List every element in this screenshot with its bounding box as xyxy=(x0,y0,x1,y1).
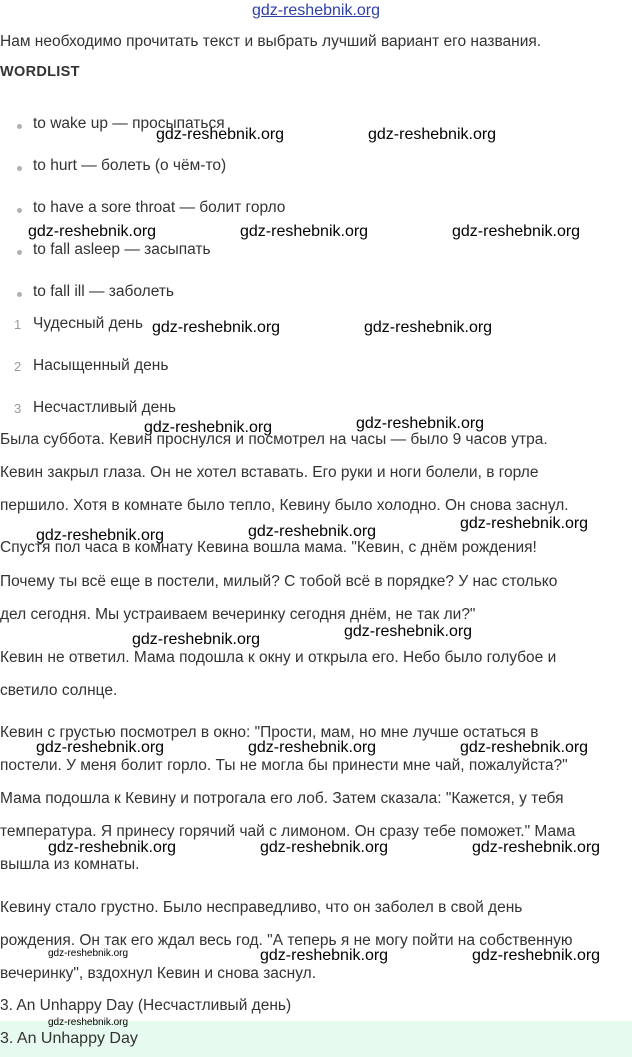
story-line: Кевин с грустью посмотрел в окно: "Прости, мам, но мне лучше остаться в xyxy=(0,724,539,741)
option-number: 1 xyxy=(14,317,22,332)
watermark: gdz-reshebnik.org xyxy=(356,415,485,432)
wordlist-item: to hurt — болеть (о чём-то) xyxy=(33,157,227,174)
site-header-link[interactable]: gdz-reshebnik.org xyxy=(251,2,381,19)
watermark: gdz-reshebnik.org xyxy=(260,947,389,964)
watermark: gdz-reshebnik.org xyxy=(48,948,129,959)
watermark: gdz-reshebnik.org xyxy=(36,739,165,756)
watermark: gdz-reshebnik.org xyxy=(36,527,165,544)
watermark: gdz-reshebnik.org xyxy=(240,223,369,240)
watermark: gdz-reshebnik.org xyxy=(48,839,177,856)
story-line: постели. У меня болит горло. Ты не могла бы принести мне чай, пожалуйста?" xyxy=(0,757,568,774)
story-line: Кевину стало грустно. Было несправедливо, что он заболел в свой день xyxy=(0,899,523,916)
watermark: gdz-reshebnik.org xyxy=(28,223,157,240)
bullet-icon xyxy=(17,250,22,255)
story-line: Кевин закрыл глаза. Он не хотел вставать. Его руки и ноги болели, в горле xyxy=(0,464,539,481)
answer-box-text: 3. An Unhappy Day xyxy=(0,1030,138,1047)
story-line: Мама подошла к Кевину и потрогала его лоб. Затем сказала: "Кажется, у тебя xyxy=(0,790,564,807)
watermark: gdz-reshebnik.org xyxy=(132,631,261,648)
story-line: Почему ты всё еще в постели, милый? С тобой всё в порядке? У нас столько xyxy=(0,573,558,590)
watermark: gdz-reshebnik.org xyxy=(248,523,377,540)
wordlist-title: WORDLIST xyxy=(0,64,80,80)
bullet-icon xyxy=(17,292,22,297)
wordlist-item: to have a sore throat — болит горло xyxy=(33,199,286,216)
wordlist-item: to fall ill — заболеть xyxy=(33,283,175,300)
watermark: gdz-reshebnik.org xyxy=(472,947,601,964)
wordlist-item: to wake up — просыпаться xyxy=(33,115,225,132)
option-text: Насыщенный день xyxy=(33,357,169,374)
watermark: gdz-reshebnik.org xyxy=(368,126,497,143)
story-line: вышла из комнаты. xyxy=(0,856,140,873)
story-line: першило. Хотя в комнате было тепло, Кевину было холодно. Он снова заснул. xyxy=(0,497,569,514)
watermark: gdz-reshebnik.org xyxy=(344,623,473,640)
bullet-icon xyxy=(17,166,22,171)
watermark: gdz-reshebnik.org xyxy=(460,739,589,756)
watermark: gdz-reshebnik.org xyxy=(48,1017,129,1028)
story-line: светило солнце. xyxy=(0,682,118,699)
answer-line: 3. An Unhappy Day (Несчастливый день) xyxy=(0,997,292,1014)
story-line: вечеринку", вздохнул Кевин и снова заснул. xyxy=(0,965,316,982)
watermark: gdz-reshebnik.org xyxy=(460,515,589,532)
watermark: gdz-reshebnik.org xyxy=(156,126,285,143)
task-intro: Нам необходимо прочитать текст и выбрать лучший вариант его названия. xyxy=(0,33,542,50)
watermark: gdz-reshebnik.org xyxy=(364,319,493,336)
story-line: дел сегодня. Мы устраиваем вечеринку сегодня днём, не так ли?" xyxy=(0,606,476,623)
story-line: температура. Я принесу горячий чай с лимоном. Он сразу тебе поможет." Мама xyxy=(0,823,576,840)
watermark: gdz-reshebnik.org xyxy=(144,419,273,436)
bullet-icon xyxy=(17,208,22,213)
bullet-icon xyxy=(17,124,22,129)
option-number: 3 xyxy=(14,401,22,416)
story-line: Кевин не ответил. Мама подошла к окну и открыла его. Небо было голубое и xyxy=(0,649,557,666)
watermark: gdz-reshebnik.org xyxy=(260,839,389,856)
watermark: gdz-reshebnik.org xyxy=(248,739,377,756)
watermark: gdz-reshebnik.org xyxy=(472,839,601,856)
story-line: рождения. Он так его ждал весь год. "А теперь я не могу пойти на собственную xyxy=(0,932,573,949)
wordlist-item: to fall asleep — засыпать xyxy=(33,241,211,258)
watermark: gdz-reshebnik.org xyxy=(452,223,581,240)
option-text: Несчастливый день xyxy=(33,399,176,416)
option-text: Чудесный день xyxy=(33,315,143,332)
option-number: 2 xyxy=(14,359,22,374)
story-line: Спустя пол часа в комнату Кевина вошла мама. "Кевин, с днём рождения! xyxy=(0,539,537,556)
watermark: gdz-reshebnik.org xyxy=(152,319,281,336)
story-line: Была суббота. Кевин проснулся и посмотрел на часы — было 9 часов утра. xyxy=(0,431,548,448)
